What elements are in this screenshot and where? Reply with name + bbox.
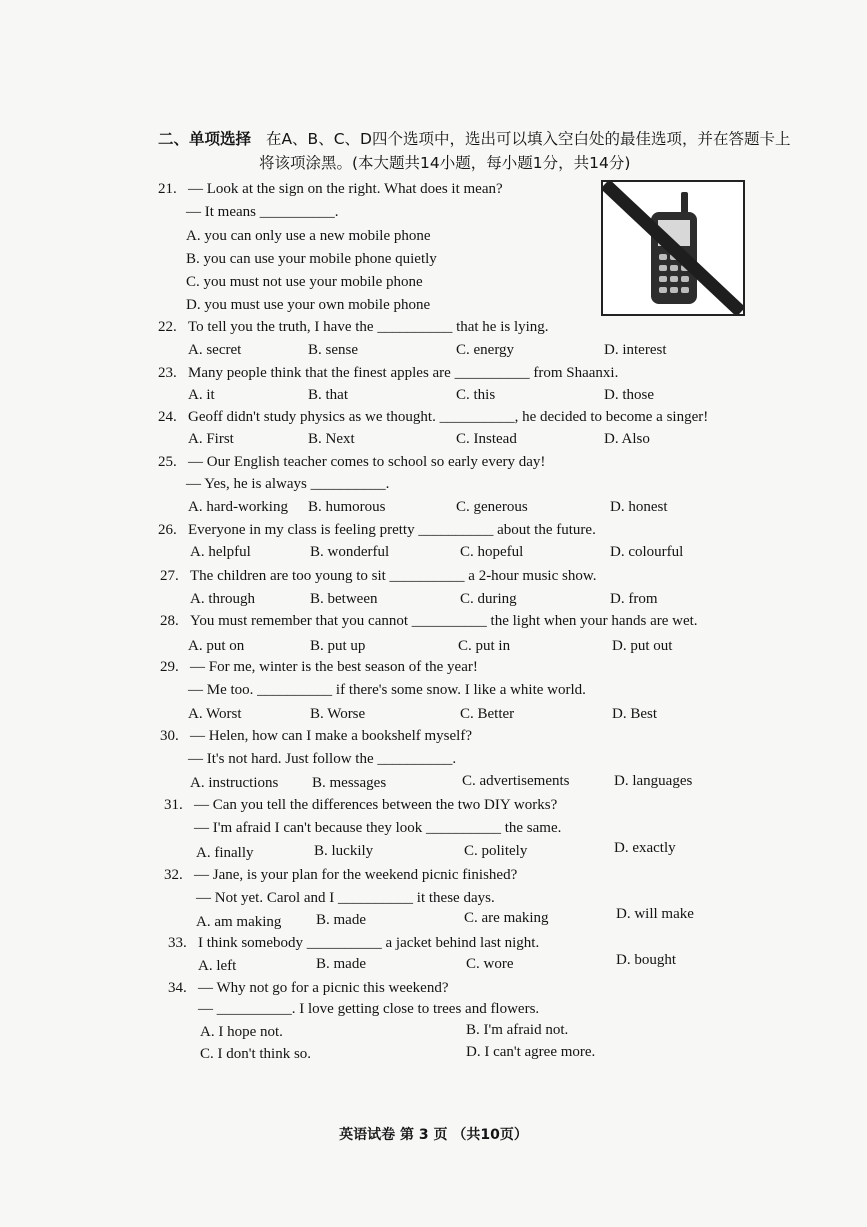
option-32-d[interactable]: D. will make [616,906,694,922]
option-24-a[interactable]: A. First [188,431,234,447]
option-29-a[interactable]: A. Worst [188,706,242,722]
option-26-d[interactable]: D. colourful [610,544,684,560]
no-mobile-phone-icon [603,182,743,314]
option-24-b[interactable]: B. Next [308,431,355,447]
option-25-d[interactable]: D. honest [610,499,668,515]
option-32-c[interactable]: C. are making [464,910,549,926]
question-25-line-2: — Yes, he is always __________. [186,476,390,492]
no-phone-sign [601,180,745,316]
question-29-line-2: — Me too. __________ if there's some snow. I like a white world. [188,682,586,698]
question-32-line-2: — Not yet. Carol and I __________ it these days. [196,890,495,906]
page-footer: 英语试卷 第 3 页 （共10页） [339,1127,528,1143]
option-21-c[interactable]: C. you must not use your mobile phone [186,274,423,290]
option-33-c[interactable]: C. wore [466,956,514,972]
question-28: 28. You must remember that you cannot __________ the light when your hands are wet. [160,613,698,629]
question-30: 30. — Helen, how can I make a bookshelf myself? [160,728,472,744]
option-21-b[interactable]: B. you can use your mobile phone quietly [186,251,437,267]
question-31-line-2: — I'm afraid I can't because they look __________ the same. [194,820,562,836]
option-31-a[interactable]: A. finally [196,845,254,861]
option-22-d[interactable]: D. interest [604,342,667,358]
option-22-a[interactable]: A. secret [188,342,242,358]
option-24-c[interactable]: C. Instead [456,431,517,447]
option-31-c[interactable]: C. politely [464,843,528,859]
option-29-d[interactable]: D. Best [612,706,657,722]
question-21-line-2: — It means __________. [186,204,339,220]
option-28-a[interactable]: A. put on [188,638,245,654]
option-32-b[interactable]: B. made [316,912,366,928]
option-22-b[interactable]: B. sense [308,342,358,358]
option-27-a[interactable]: A. through [190,591,255,607]
option-34-a[interactable]: A. I hope not. [200,1024,283,1040]
question-26: 26. Everyone in my class is feeling pretty __________ about the future. [158,522,596,538]
section-header [158,127,798,175]
option-25-c[interactable]: C. generous [456,499,528,515]
section-instruction-continued: 将该项涂黑。(本大题共14小题，每小题1分，共14分) [259,154,631,172]
question-23: 23. Many people think that the finest apples are __________ from Shaanxi. [158,365,619,381]
option-26-c[interactable]: C. hopeful [460,544,524,560]
option-28-d[interactable]: D. put out [612,638,673,654]
option-26-a[interactable]: A. helpful [190,544,251,560]
option-26-b[interactable]: B. wonderful [310,544,390,560]
option-30-b[interactable]: B. messages [312,775,387,791]
option-33-a[interactable]: A. left [198,958,237,974]
question-34: 34. — Why not go for a picnic this weekend? [168,980,449,996]
option-27-d[interactable]: D. from [610,591,658,607]
option-28-c[interactable]: C. put in [458,638,511,654]
option-29-c[interactable]: C. Better [460,706,515,722]
option-24-d[interactable]: D. Also [604,431,650,447]
question-21: 21. — Look at the sign on the right. What does it mean? [158,181,503,197]
option-29-b[interactable]: B. Worse [310,706,366,722]
question-33: 33. I think somebody __________ a jacket behind last night. [168,935,540,951]
option-23-a[interactable]: A. it [188,387,215,403]
option-27-b[interactable]: B. between [310,591,378,607]
section-instruction: 在A、B、C、D四个选项中，选出可以填入空白处的最佳选项，并在答题卡上 [265,130,791,148]
question-24: 24. Geoff didn't study physics as we thought. __________, he decided to become a singer! [158,409,709,425]
question-34-line-2: — __________. I love getting close to trees and flowers. [198,1001,540,1017]
question-29: 29. — For me, winter is the best season of the year! [160,659,478,675]
section-heading: 二、单项选择 [158,130,252,148]
option-33-d[interactable]: D. bought [616,952,676,968]
option-21-a[interactable]: A. you can only use a new mobile phone [186,228,431,244]
option-30-d[interactable]: D. languages [614,773,693,789]
question-27: 27. The children are too young to sit __________ a 2-hour music show. [160,568,597,584]
option-27-c[interactable]: C. during [460,591,517,607]
option-23-b[interactable]: B. that [308,387,348,403]
option-25-a[interactable]: A. hard-working [188,499,288,515]
option-30-c[interactable]: C. advertisements [462,773,570,789]
question-30-line-2: — It's not hard. Just follow the __________. [188,751,457,767]
option-23-c[interactable]: C. this [456,387,496,403]
option-28-b[interactable]: B. put up [310,638,366,654]
question-31: 31. — Can you tell the differences between the two DIY works? [164,797,558,813]
question-25: 25. — Our English teacher comes to school so early every day! [158,454,546,470]
option-34-d[interactable]: D. I can't agree more. [466,1044,596,1060]
option-21-d[interactable]: D. you must use your own mobile phone [186,297,431,313]
option-23-d[interactable]: D. those [604,387,654,403]
option-31-d[interactable]: D. exactly [614,840,676,856]
option-30-a[interactable]: A. instructions [190,775,279,791]
question-22: 22. To tell you the truth, I have the __________ that he is lying. [158,319,549,335]
option-25-b[interactable]: B. humorous [308,499,386,515]
option-32-a[interactable]: A. am making [196,914,282,930]
question-32: 32. — Jane, is your plan for the weekend picnic finished? [164,867,518,883]
option-33-b[interactable]: B. made [316,956,366,972]
option-34-c[interactable]: C. I don't think so. [200,1046,312,1062]
option-31-b[interactable]: B. luckily [314,843,374,859]
option-22-c[interactable]: C. energy [456,342,515,358]
option-34-b[interactable]: B. I'm afraid not. [466,1022,569,1038]
